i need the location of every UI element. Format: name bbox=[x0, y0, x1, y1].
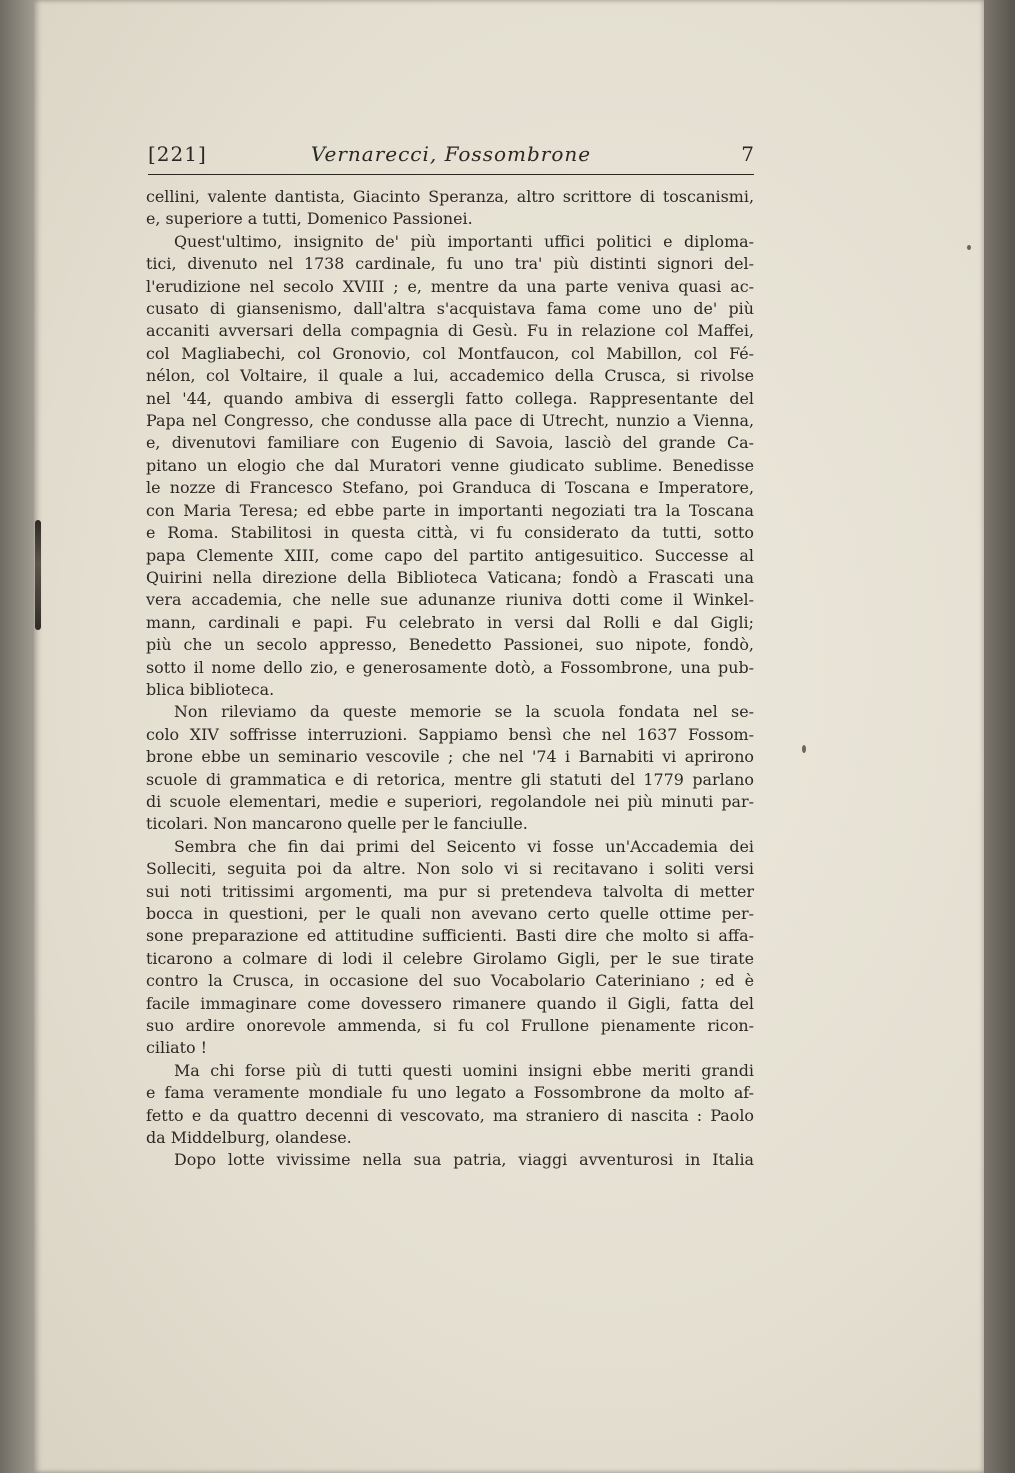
running-header bbox=[148, 140, 754, 175]
text-line: Dopo lotte vivissime nella sua patria, viaggi avventurosi in Italia bbox=[174, 1150, 754, 1170]
text-line: l'erudizione nel secolo XVIII ; e, mentre da una parte veniva quasi ac- bbox=[146, 276, 754, 296]
text-line: da Middelburg, olandese. bbox=[146, 1128, 352, 1148]
text-line: col Magliabechi, col Gronovio, col Montfaucon, col Mabillon, col Fé- bbox=[146, 343, 754, 363]
text-line: e, superiore a tutti, Domenico Passionei. bbox=[146, 209, 473, 229]
text-line: Quirini nella direzione della Biblioteca Vaticana; fondò a Frascati una bbox=[146, 567, 754, 587]
text-line: ticolari. Non mancarono quelle per le fanciulle. bbox=[146, 814, 528, 834]
page-right-edge bbox=[984, 0, 1015, 1473]
text-line: ticarono a colmare di lodi il celebre Girolamo Gigli, per le sue tirate bbox=[146, 948, 754, 968]
header-bracket-number: [221] bbox=[148, 142, 207, 166]
text-line: Non rileviamo da queste memorie se la scuola fondata nel se- bbox=[174, 702, 754, 722]
text-line: vera accademia, che nelle sue adunanze riuniva dotti come il Winkel- bbox=[146, 590, 754, 610]
text-line: papa Clemente XIII, come capo del partito antigesuitico. Successe al bbox=[146, 545, 754, 565]
text-line: Quest'ultimo, insignito de' più importanti uffici politici e diploma- bbox=[174, 231, 754, 251]
text-line: nélon, col Voltaire, il quale a lui, accademico della Crusca, si rivolse bbox=[146, 366, 754, 386]
text-line: brone ebbe un seminario vescovile ; che nel '74 i Barnabiti vi aprirono bbox=[146, 747, 754, 767]
text-line: Solleciti, seguita poi da altre. Non solo vi si recitavano i soliti versi bbox=[146, 859, 754, 879]
text-line: nel '44, quando ambiva di essergli fatto collega. Rappresentante del bbox=[146, 388, 754, 408]
text-line: facile immaginare come dovessero rimanere quando il Gigli, fatta del bbox=[146, 993, 754, 1013]
text-line: colo XIV soffrisse interruzioni. Sappiamo bensì che nel 1637 Fossom- bbox=[146, 724, 754, 744]
text-line: contro la Crusca, in occasione del suo Vocabolario Cateriniano ; ed è bbox=[146, 971, 754, 991]
header-title: Vernarecci, Fossombrone bbox=[310, 142, 592, 166]
text-line: pitano un elogio che dal Muratori venne giudicato sublime. Benedisse bbox=[146, 455, 754, 475]
text-line: più che un secolo appresso, Benedetto Passionei, suo nipote, fondò, bbox=[146, 635, 754, 655]
text-line: sui noti tritissimi argomenti, ma pur si pretendeva talvolta di metter bbox=[146, 881, 754, 901]
body-text bbox=[146, 186, 754, 1172]
text-line: di scuole elementari, medie e superiori, regolandole nei più minuti par- bbox=[146, 791, 754, 811]
binding-thread bbox=[35, 520, 41, 630]
page-number: 7 bbox=[741, 142, 754, 166]
text-line: con Maria Teresa; ed ebbe parte in importanti negoziati tra la Toscana bbox=[146, 500, 754, 520]
text-line: Papa nel Congresso, che condusse alla pace di Utrecht, nunzio a Vienna, bbox=[146, 411, 754, 431]
paper-speck bbox=[967, 245, 971, 250]
text-line: ciliato ! bbox=[146, 1038, 208, 1058]
text-line: Ma chi forse più di tutti questi uomini insigni ebbe meriti grandi bbox=[174, 1060, 754, 1080]
text-line: e Roma. Stabilitosi in questa città, vi fu considerato da tutti, sotto bbox=[146, 523, 754, 543]
text-line: scuole di grammatica e di retorica, mentre gli statuti del 1779 parlano bbox=[146, 769, 754, 789]
text-line: Sembra che fin dai primi del Seicento vi fosse un'Accademia dei bbox=[174, 836, 754, 856]
text-line: accaniti avversari della compagnia di Gesù. Fu in relazione col Maffei, bbox=[146, 321, 754, 341]
text-line: e, divenutovi familiare con Eugenio di Savoia, lasciò del grande Ca- bbox=[146, 433, 754, 453]
text-line: e fama veramente mondiale fu uno legato a Fossombrone da molto af- bbox=[146, 1083, 754, 1103]
text-line: mann, cardinali e papi. Fu celebrato in versi dal Rolli e dal Gigli; bbox=[146, 612, 754, 632]
text-line: le nozze di Francesco Stefano, poi Granduca di Toscana e Imperatore, bbox=[146, 478, 754, 498]
text-line: bocca in questioni, per le quali non avevano certo quelle ottime per- bbox=[146, 904, 754, 923]
paper-speck bbox=[802, 745, 806, 753]
text-line: sotto il nome dello zio, e generosamente dotò, a Fossombrone, una pub- bbox=[146, 657, 754, 677]
text-block bbox=[146, 186, 754, 1172]
text-line: blica biblioteca. bbox=[146, 679, 275, 699]
text-line: fetto e da quattro decenni di vescovato, ma straniero di nascita : Paolo bbox=[146, 1105, 754, 1125]
text-line: sone preparazione ed attitudine sufficienti. Basti dire che molto si affa- bbox=[146, 926, 754, 946]
text-line: tici, divenuto nel 1738 cardinale, fu uno tra' più distinti signori del- bbox=[146, 254, 754, 274]
text-line: cellini, valente dantista, Giacinto Speranza, altro scrittore di toscanismi, bbox=[146, 187, 754, 206]
text-line: suo ardire onorevole ammenda, si fu col Frullone pienamente ricon- bbox=[146, 1016, 754, 1036]
text-line: cusato di giansenismo, dall'altra s'acquistava fama come uno de' più bbox=[146, 299, 754, 319]
